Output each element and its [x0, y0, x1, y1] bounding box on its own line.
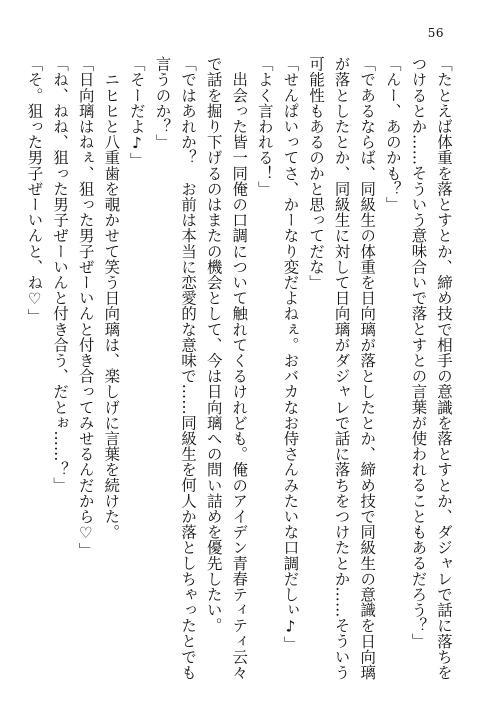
text-line: が落としたとか、同級生に対して日向璃がダジャレで話に落ちをつけたとか……そういう: [332, 56, 351, 680]
text-line: 「よく言われる！」: [255, 56, 274, 197]
text-line: 言うのか？」: [153, 56, 172, 150]
text-line: ニヒヒと八重歯を覗かせて笑う日向璃は、楽しげに言葉を続けた。: [102, 56, 121, 540]
text-line: 「そ。狙った男子ぜーいんと、ね♡」: [25, 56, 44, 324]
text-line: 可能性もあるのかと思ってだな」: [307, 56, 326, 290]
text-line: 「ね、ねね、狙った男子ぜーいんと付き合う、だとぉ……？」: [51, 56, 70, 493]
text-line: 「そーだよ♪」: [127, 56, 146, 168]
page-number: 56: [427, 26, 444, 40]
text-line: 「であるならば、同級生の体重を日向璃が落としたとか、締め技で同級生の意識を日向璃: [358, 56, 377, 680]
text-line: 出会った皆一同俺の口調について触れてくるけれども。俺のアイデン青春ティティ云々: [230, 56, 249, 680]
text-line: 「ではあれか？ お前は本当に恋愛的な意味で……同級生を何人か落としちゃったとでも: [179, 56, 198, 680]
text-line: 「日向璃はねぇ、狙った男子ぜーいんと付き合ってみせるんだから♡」: [76, 56, 95, 558]
text-line: 「せんぱいってさ、かーなり変だよねぇ。おバカなお侍さんみたいな口調だしぃ♪」: [281, 56, 300, 652]
text-line: 「たとえば体重を落とすとか、締め技で相手の意識を落とすとか、ダジャレで話に落ちを: [435, 56, 453, 680]
text-line: で話を掘り下げるのはまたの機会として、今は日向璃への問い詰めを優先したい。: [204, 56, 223, 634]
text-line: 「んー、あのかも？」: [383, 56, 402, 212]
vertical-body-text: [25, 56, 456, 680]
text-line: つけるとか……そういう意味合いで落とすとの言葉が使われることもあるだろう？」: [409, 56, 428, 649]
